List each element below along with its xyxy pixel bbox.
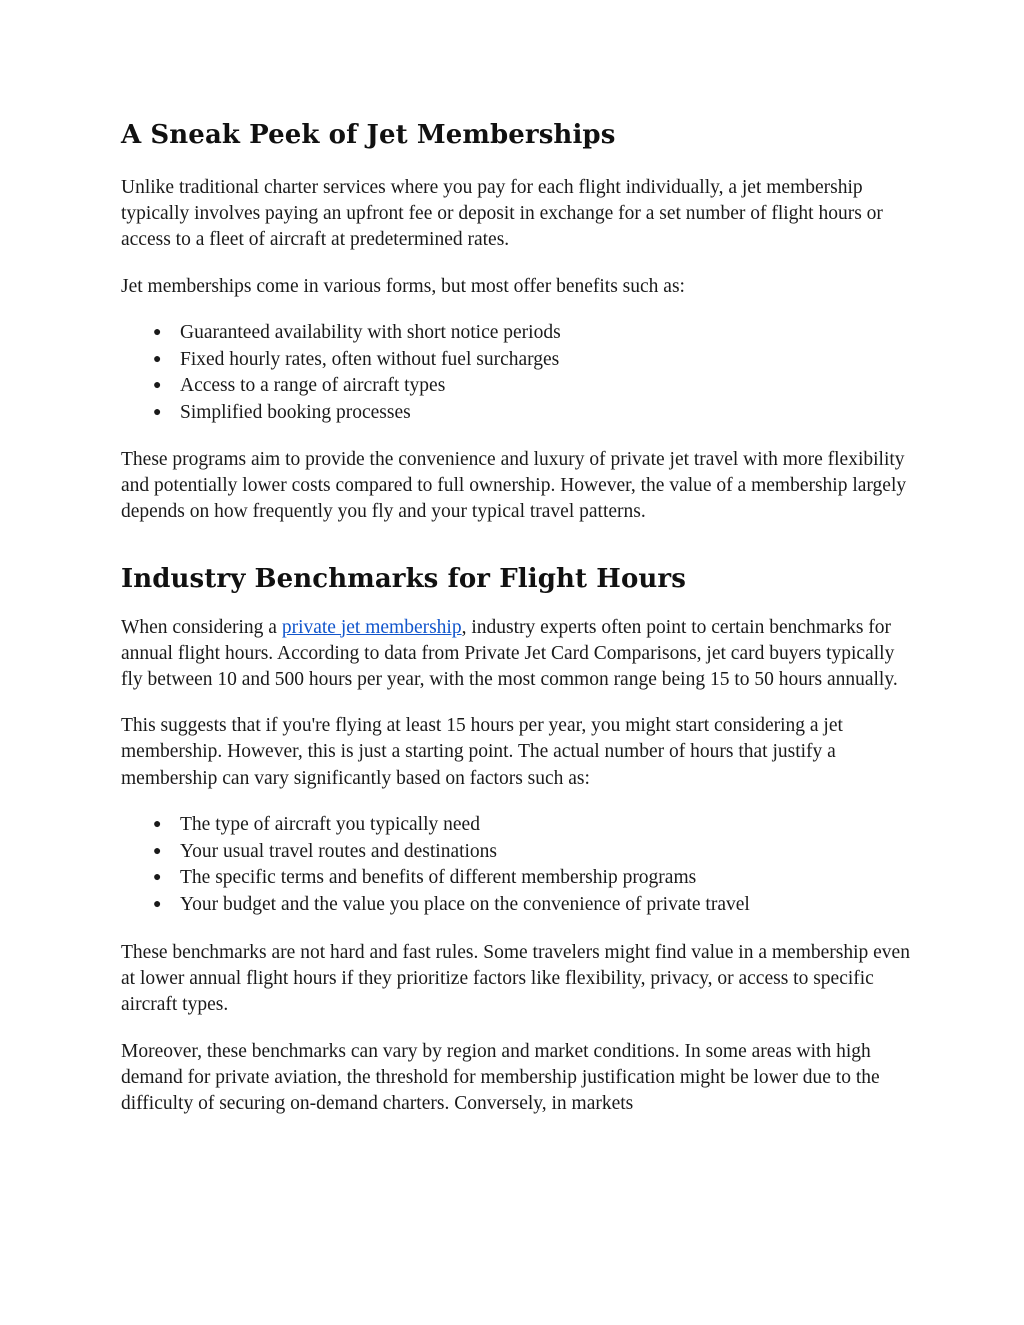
list-item-text: Fixed hourly rates, often without fuel surcharges [180,348,560,370]
document-page [121,116,911,1117]
bullet-icon: ● [153,378,162,394]
factors-list [121,812,911,919]
list-item [121,320,911,347]
list-item-text: The type of aircraft you typically need [180,813,480,835]
bullet-icon: ● [153,897,162,913]
paragraph-considering-membership [121,615,911,694]
bullet-icon: ● [153,405,162,421]
list-item-text: Simplified booking processes [180,402,411,424]
paragraph-not-hard-rules: These benchmarks are not hard and fast rules. Some travelers might find value in a membership even at lower annual flight hours if they prioritize factors like flexibility, privacy, or access to specific aircraft types. [121,942,910,1016]
bullet-icon: ● [153,324,162,340]
paragraph-programs-aim: These programs aim to provide the convenience and luxury of private jet travel with more flexibility and potentially lower costs compared to full ownership. However, the value of a membership largely depends on how frequently you fly and your typical travel patterns. [121,449,907,523]
list-item-text: Your budget and the value you place on the convenience of private travel [180,894,750,916]
bullet-icon: ● [153,870,162,886]
bullet-icon: ● [153,351,162,367]
list-item-text: Guaranteed availability with short notice periods [180,321,561,343]
paragraph-prefix: When considering a [121,616,282,638]
paragraph-benefits-lead: Jet memberships come in various forms, but most offer benefits such as: [121,275,685,297]
section-title-jet-memberships: A Sneak Peek of Jet Memberships [121,120,616,150]
list-item [121,812,911,839]
list-item-text: Your usual travel routes and destinations [180,840,498,862]
paragraph-suggests: This suggests that if you're flying at least 15 hours per year, you might start considering a jet membership. However, this is just a starting point. The actual number of hours that justify a membership can vary significantly based on factors such as: [121,715,843,789]
benefits-list [121,320,911,427]
list-item-text: The specific terms and benefits of different membership programs [180,867,697,889]
bullet-icon: ● [153,843,162,859]
paragraph-suffix: , industry experts often point to certain benchmarks for annual flight hours. According to data from Private Jet Card Comparisons, jet card buyers typically fly between 10 and 500 hours per year, with the most common range being 15 to 50 hours annually. [121,616,898,691]
list-item [121,892,911,919]
list-item [121,865,911,892]
list-item [121,373,911,400]
list-item [121,839,911,866]
paragraph-intro: Unlike traditional charter services where you pay for each flight individually, a jet membership typically involves paying an upfront fee or deposit in exchange for a set number of flight hours or access to a fleet of aircraft at predetermined rates. [121,177,883,251]
section-title-industry-benchmarks: Industry Benchmarks for Flight Hours [121,563,686,594]
list-item [121,400,911,427]
private-jet-membership-link[interactable]: private jet membership [281,616,462,638]
paragraph-moreover: Moreover, these benchmarks can vary by region and market conditions. In some areas with high demand for private aviation, the threshold for membership justification might be lower due to the difficulty of securing on-demand charters. Conversely, in markets [121,1040,880,1115]
list-item-text: Access to a range of aircraft types [180,375,446,397]
bullet-icon: ● [153,816,162,832]
list-item [121,347,911,374]
